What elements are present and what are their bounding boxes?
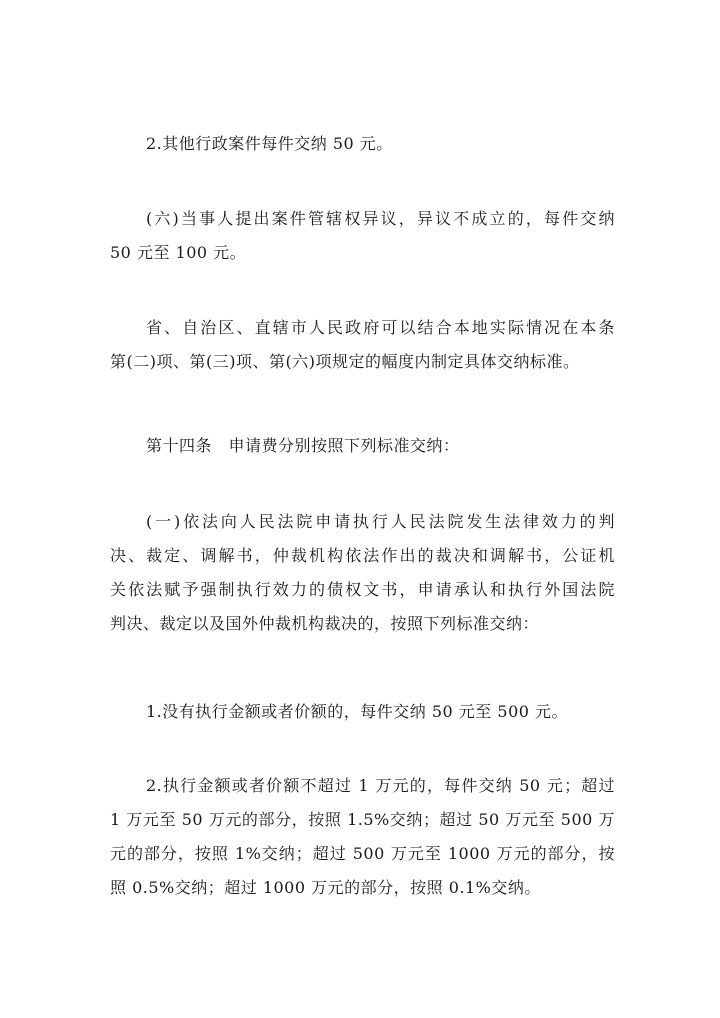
paragraph-line: 1.没有执行金额或者价额的，每件交纳 50 元至 500 元。 [146, 702, 569, 721]
paragraph-other-administrative-cases [110, 127, 615, 161]
paragraph-line: 省、自治区、直辖市人民政府可以结合本地实际情况在本条 [146, 318, 615, 337]
paragraph-line: 50 元至 100 元。 [110, 243, 247, 262]
paragraph-line: (一)依法向人民法院申请执行人民法院发生法律效力的判 [146, 512, 615, 531]
paragraph-line: 第(二)项、第(三)项、第(六)项规定的幅度内制定具体交纳标准。 [110, 352, 580, 371]
paragraph-line: 照 0.5%交纳；超过 1000 万元的部分，按照 0.1%交纳。 [110, 878, 541, 897]
paragraph-line: 判决、裁定以及国外仲裁机构裁决的，按照下列标准交纳： [110, 614, 540, 633]
paragraph-line: 元的部分，按照 1%交纳；超过 500 万元至 1000 万元的部分，按 [110, 844, 615, 863]
paragraph-line: 第十四条 申请费分别按照下列标准交纳： [146, 436, 460, 455]
paragraph-jurisdiction-objection [110, 202, 615, 270]
paragraph-line: 关依法赋予强制执行效力的债权文书，申请承认和执行外国法院 [110, 580, 615, 599]
paragraph-no-enforcement-amount [110, 695, 615, 729]
paragraph-line: 1 万元至 50 万元的部分，按照 1.5%交纳；超过 50 万元至 500 万 [110, 810, 615, 829]
paragraph-line: (六)当事人提出案件管辖权异议，异议不成立的，每件交纳 [146, 209, 615, 228]
paragraph-line: 2.执行金额或者价额不超过 1 万元的，每件交纳 50 元；超过 [146, 776, 615, 795]
paragraph-enforcement-amount-tiers [110, 769, 615, 905]
paragraph-provincial-standards [110, 311, 615, 379]
paragraph-enforcement-application [110, 505, 615, 641]
paragraph-line: 2.其他行政案件每件交纳 50 元。 [146, 134, 393, 153]
article-fourteen-heading [110, 429, 615, 463]
paragraph-line: 决、裁定、调解书，仲裁机构依法作出的裁决和调解书，公证机 [110, 546, 615, 565]
